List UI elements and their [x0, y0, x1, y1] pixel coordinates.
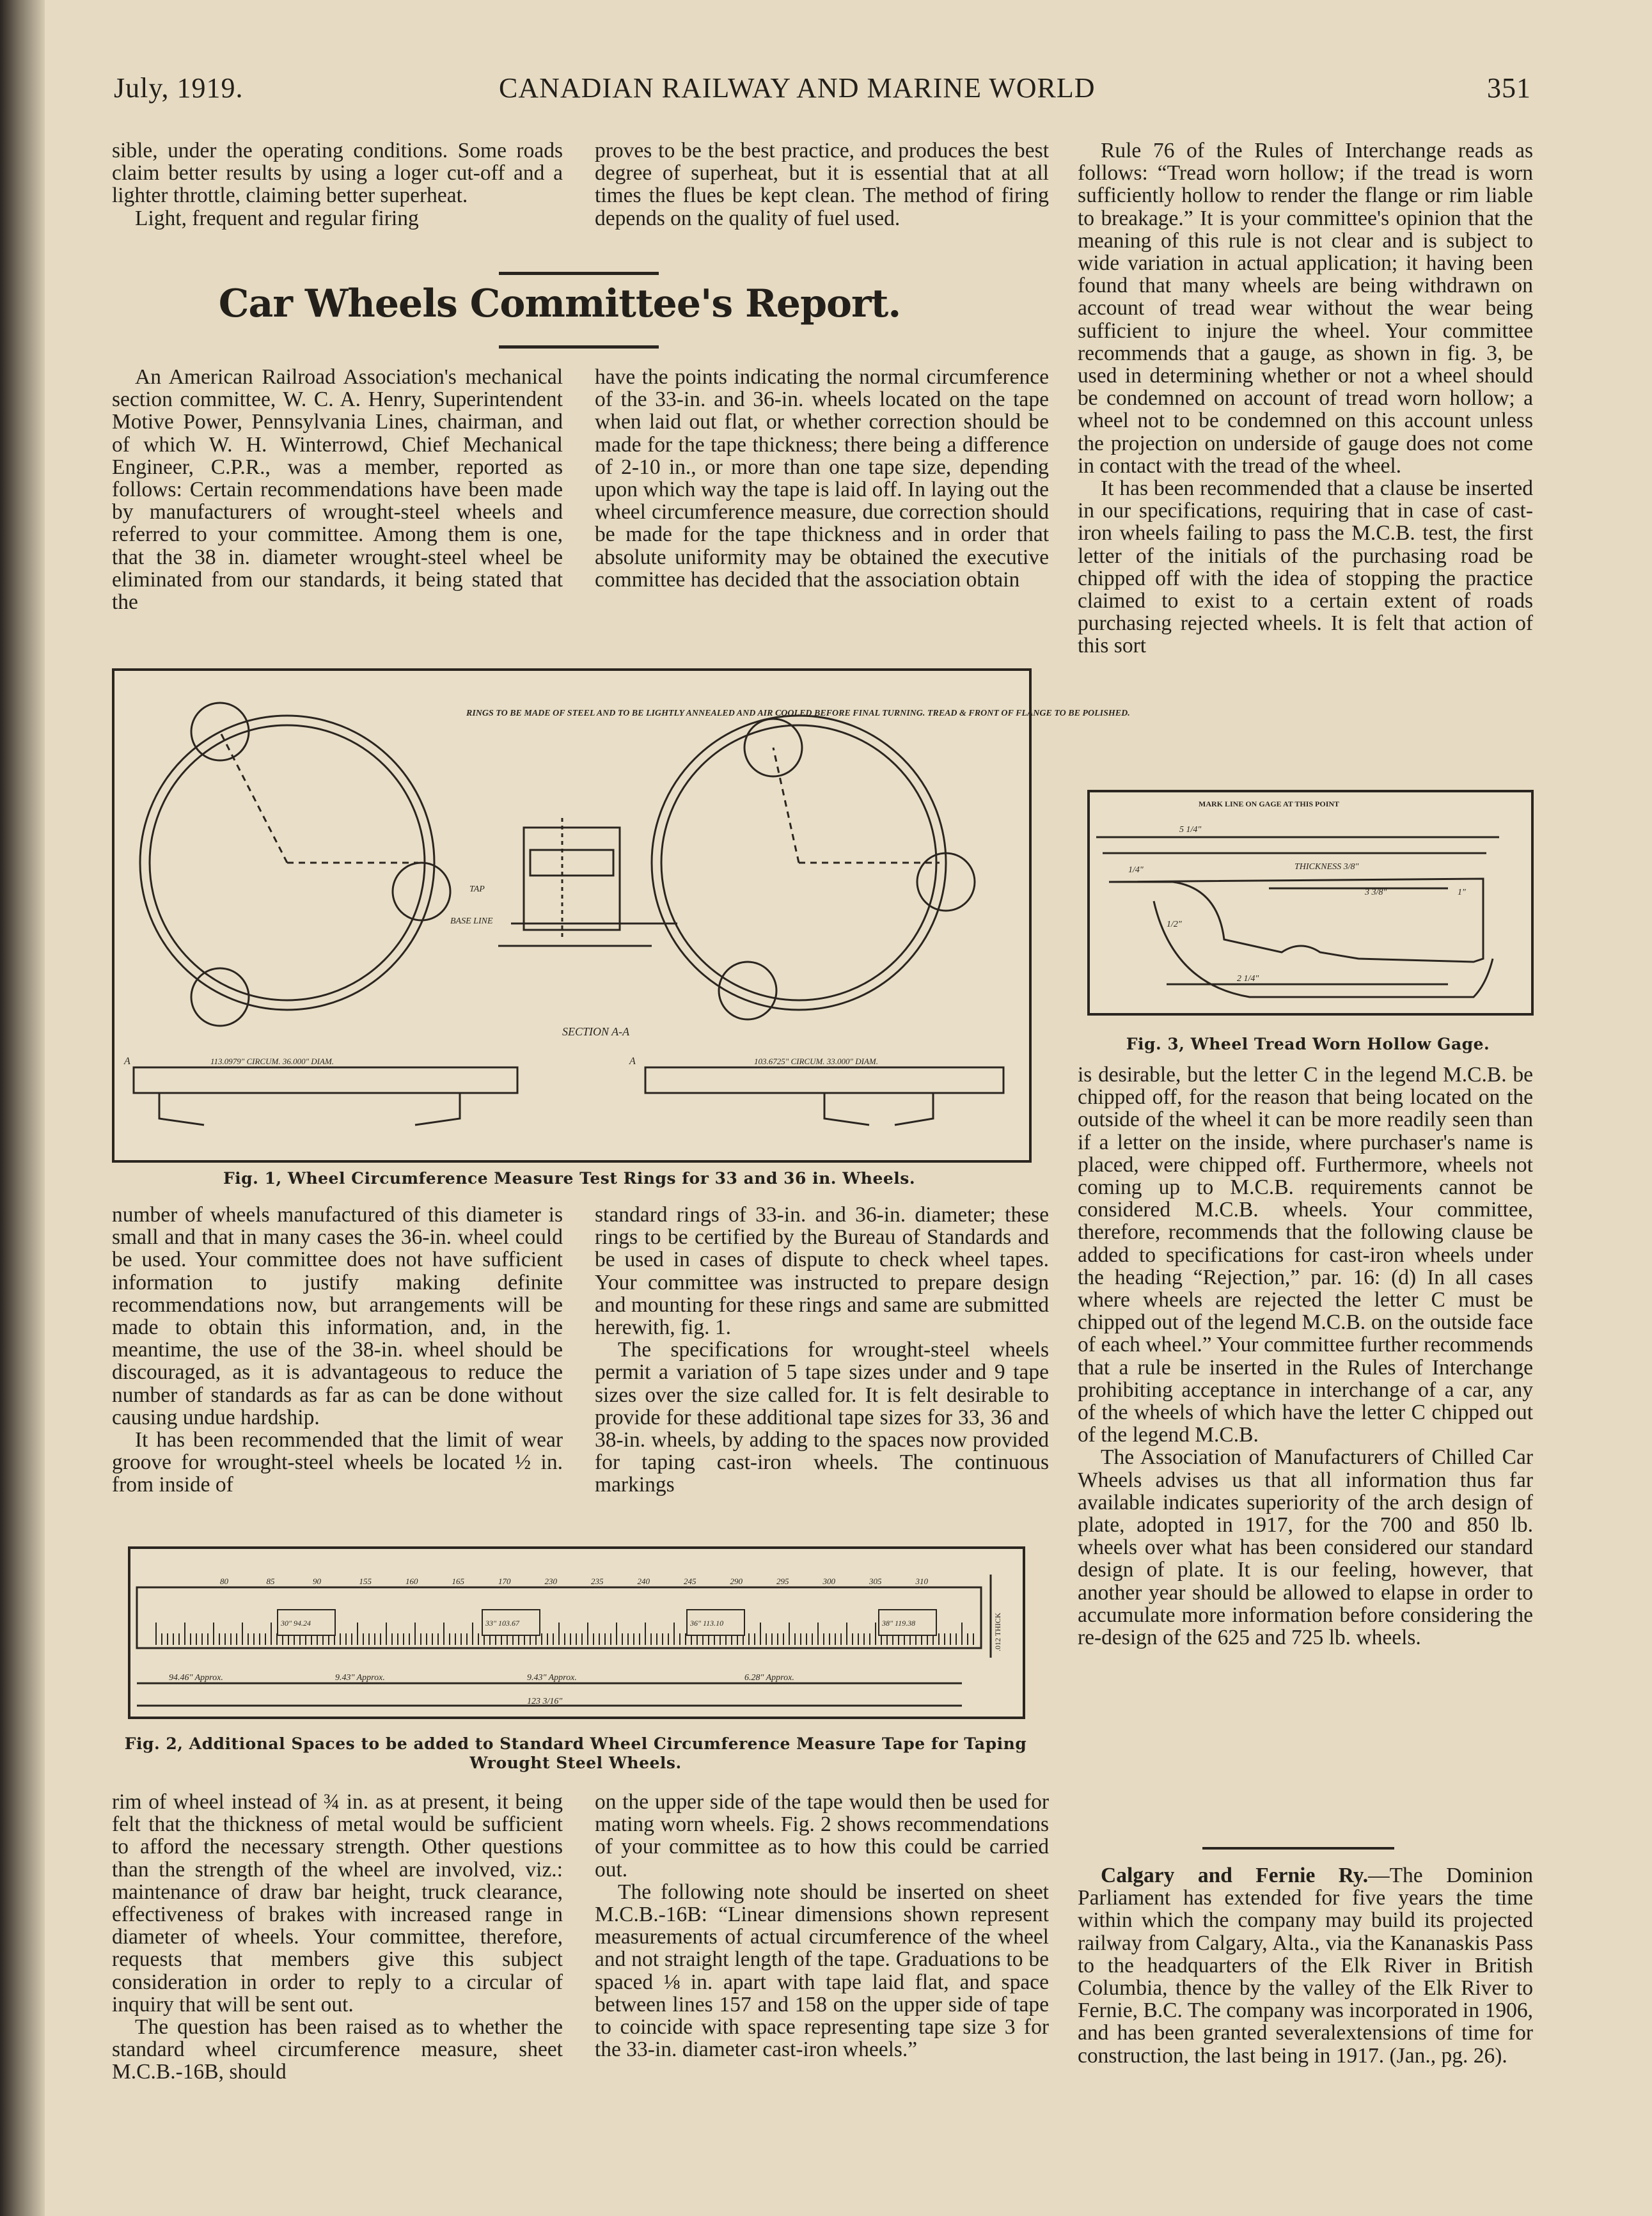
tape-top-number: 170	[498, 1576, 511, 1586]
paragraph: proves to be the best practice, and produces the best degree of superheat, but it is essential that at all times the flues be kept clean. The method of firing depends on the quality of fuel used.	[595, 139, 1049, 230]
tape-size-label: 36" 113.10	[690, 1619, 724, 1628]
tape-top-number: 80	[220, 1576, 228, 1586]
paragraph: rim of wheel instead of ¾ in. as at present, it being felt that the thickness of metal would be sufficient to afford the necessary strength. Other questions than the strength of the wheel are involved, viz.: maintenance of draw bar height, truck clearance, effectiveness of brakes with increased range in diameter of wheels. Your committee, therefore, requests that members give this subject consideration in order to reply to a circular of inquiry that will be sent out.	[112, 1790, 563, 2016]
fig1-tap-label: TAP	[469, 884, 485, 894]
tape-top-number: 310	[915, 1576, 928, 1586]
calgary-title: Calgary and Fernie Ry.	[1101, 1864, 1369, 1887]
tape-top-number: 155	[359, 1576, 372, 1586]
title-rule-bottom	[499, 345, 659, 349]
paragraph: sible, under the operating conditions. Some roads claim better results by using a loger cut-off and a lighter throttle, claiming better superheat.	[112, 139, 563, 208]
figure-1-caption: Fig. 1, Wheel Circumference Measure Test Rings for 33 and 36 in. Wheels.	[223, 1169, 916, 1188]
paragraph: number of wheels manufactured of this diameter is small and that in many cases the 36-in. wheel could be used. Your committee does not have sufficient information to justify making definite recommendations now, but arrangements will be made to obtain this information, and, in the meantime, the use of the 38-in. wheel should be discouraged, as it is advantageous to reduce the number of standards as far as can be done without causing undue hardship.	[112, 1203, 563, 1429]
col2-top-text	[595, 139, 1049, 230]
fig3-dim-0: 5 1/4"	[1179, 825, 1202, 835]
col3-top-text	[1078, 139, 1533, 657]
section-divider	[1202, 1847, 1394, 1850]
paragraph: The Association of Manufacturers of Chilled Car Wheels advises us that all information thus far available indicates superiority of the arch design of plate, adopted in 1917, for the 700 and 850 lb. wheels over what has been considered our standard design of plate. It is our feeling, however, that another year should be allowed to elapse in order to accumulate more information before considering the re-design of the 625 and 725 lb. wheels.	[1078, 1445, 1533, 1650]
fig1-a-label-right: A	[629, 1056, 636, 1067]
fig3-dim-5: 2 1/4"	[1237, 974, 1259, 984]
figure-3-drawing	[1090, 792, 1531, 1013]
fig1-note: RINGS TO BE MADE OF STEEL AND TO BE LIGHTLY ANNEALED AND AIR COOLED BEFORE FINAL TURNING. TREAD & FRONT OF FLANGE TO BE POLISHED.	[466, 709, 1130, 718]
figure-3-caption: Fig. 3, Wheel Tread Worn Hollow Gage.	[1126, 1035, 1490, 1053]
col2-lower-text	[595, 1204, 1049, 1497]
figure-2-tape	[128, 1546, 1025, 1719]
col1-lower-text	[112, 1204, 563, 1497]
paragraph: It has been recommended that the limit of wear groove for wrought-steel wheels be located ½ in. from inside of	[112, 1428, 563, 1497]
calgary-text: —The Dominion Parliament has extended for five years the time within which the company may build its projected railway from Calgary, Alta., via the Kananaskis Pass to the headquarters of the Elk River in British Columbia, thence by the valley of the Elk River to Fernie, B.C. The company was incorporated in 1906, and has been granted severalextensions of time for construction, the last being in 1917. (Jan., pg. 26).	[1078, 1864, 1533, 2068]
fig3-dim-1: 3 3/8"	[1365, 888, 1387, 897]
fig2-dim-2: 9.43" Approx.	[527, 1673, 577, 1683]
paragraph: It has been recommended that a clause be inserted in our specifications, requiring that in case of cast-iron wheels failing to pass the M.C.B. test, the first letter of the initials of the purchasing road be chipped off with the idea of stopping the practice claimed to exist to a certain extent of roads purchasing rejected wheels. It is felt that action of this sort	[1078, 476, 1533, 658]
tape-top-number: 85	[266, 1576, 275, 1586]
col1-intro-text	[112, 366, 563, 613]
paragraph: The specifications for wrought-steel wheels permit a variation of 5 tape sizes under and 9 tape sizes over the size called for. It is felt desirable to provide for these additional tape sizes for 33, 36 and 38-in. wheels, by adding to the spaces now provided for taping cast-iron wheels. The continuous markings	[595, 1338, 1049, 1497]
fig2-total: 123 3/16"	[527, 1697, 563, 1706]
fig3-dim-4: 1/2"	[1167, 920, 1182, 929]
figure-1-test-rings	[112, 668, 1130, 1163]
tape-top-number: 295	[776, 1576, 789, 1586]
figure-2-drawing	[130, 1549, 1023, 1717]
fig1-base-line-label: BASE LINE	[450, 916, 493, 926]
figure-1-drawing	[114, 671, 1130, 1160]
tape-top-number: 235	[591, 1576, 604, 1586]
tape-top-number: 230	[544, 1576, 557, 1586]
tape-top-number: 290	[730, 1576, 743, 1586]
tape-top-number: 165	[452, 1576, 464, 1586]
tape-size-label: 38" 119.38	[882, 1619, 916, 1628]
fig2-side-label: .012 THICK	[993, 1612, 1002, 1651]
tape-size-label: 33" 103.67	[485, 1619, 520, 1628]
tape-top-number: 305	[869, 1576, 882, 1586]
paragraph: have the points indicating the normal circumference of the 33-in. and 36-in. wheels located on the tape when laid out flat, or whether correction should be made for the tape thickness; there being a difference of 2-10 in., or more than one tape size, depending upon which way the tape is laid off. In laying out the wheel circumference measure, due correction should be made for the tape thickness and in order that absolute uniformity may be obtained the executive committee has decided that the association obtain	[595, 365, 1049, 592]
calgary-fernie-item	[1078, 1864, 1533, 2067]
header-date: July, 1919.	[114, 72, 244, 104]
col1-top-text	[112, 139, 563, 230]
fig1-a-label-left: A	[124, 1056, 130, 1067]
tape-top-number: 240	[637, 1576, 650, 1586]
figure-2-caption: Fig. 2, Additional Spaces to be added to Standard Wheel Circumference Measure Tape for Taping Wrought Steel Wheels.	[124, 1734, 1027, 1772]
paragraph: on the upper side of the tape would then be used for mating worn wheels. Fig. 2 shows recommendations of your committee as to how this could be carried out.	[595, 1790, 1049, 1882]
fig3-dim-3: 1/4"	[1128, 865, 1144, 875]
fig1-ring36-label: 103.6725" CIRCUM. 33.000" DIAM.	[754, 1057, 878, 1066]
article-title: Car Wheels Committee's Report.	[218, 281, 901, 326]
paragraph: The question has been raised as to whether the standard wheel circumference measure, sheet M.C.B.-16B, should	[112, 2015, 563, 2084]
figure-3-gage	[1087, 790, 1534, 1016]
fig1-section-label: SECTION A-A	[562, 1025, 630, 1038]
paragraph: standard rings of 33-in. and 36-in. diameter; these rings to be certified by the Bureau of Standards and be used in cases of dispute to check wheel tapes. Your committee was instructed to prepare design and mounting for these rings and same are submitted herewith, fig. 1.	[595, 1203, 1049, 1340]
fig3-top-label: MARK LINE ON GAGE AT THIS POINT	[1199, 799, 1340, 808]
fig3-thickness-label: THICKNESS 3/8"	[1294, 862, 1359, 872]
header-journal-title: CANADIAN RAILWAY AND MARINE WORLD	[499, 72, 1096, 104]
fig2-dim-1: 9.43" Approx.	[335, 1673, 385, 1683]
header-page-number: 351	[1487, 72, 1531, 104]
tape-top-number: 90	[313, 1576, 321, 1586]
tape-top-number: 160	[405, 1576, 418, 1586]
paragraph: An American Railroad Association's mechanical section committee, W. C. A. Henry, Superintendent Motive Power, Pennsylvania Lines, chairman, and of which W. H. Winterrowd, Chief Mechanical Engineer, C.P.R., was a member, reported as follows: Certain recommendations have been made by manufacturers of wrought-steel wheels and referred to your committee. Among them is one, that the 38 in. diameter wrought-steel wheel be eliminated from our standards, it being stated that the	[112, 365, 563, 615]
col2-intro-text	[595, 366, 1049, 591]
binding-gutter	[0, 0, 45, 2216]
paragraph: Rule 76 of the Rules of Interchange reads as follows: “Tread worn hollow; if the tread is worn sufficiently hollow to render the flange or rim liable to breakage.” It is your committee's opinion that the meaning of this rule is not clear and is subject to wide variation in actual application; it having been found that many wheels are being withdrawn on account of tread wear without the wear being sufficient to injure the wheel. Your committee recommends that a gauge, as shown in fig. 3, be used in determining whether or not a wheel should be condemned on account of tread worn hollow; a wheel not to be condemned on this account unless the projection on underside of gauge does not come in contact with the tread of the wheel.	[1078, 139, 1533, 478]
tape-top-number: 245	[684, 1576, 696, 1586]
tape-top-number: 300	[822, 1576, 835, 1586]
fig3-dim-2: 1"	[1458, 888, 1466, 897]
tape-size-label: 30" 94.24	[281, 1619, 311, 1628]
col1-bottom-text	[112, 1791, 563, 2084]
fig2-dim-0: 94.46" Approx.	[169, 1673, 223, 1683]
fig1-ring33-label: 113.0979" CIRCUM. 36.000" DIAM.	[210, 1057, 334, 1066]
col2-bottom-text	[595, 1791, 1049, 2061]
paragraph: The following note should be inserted on sheet M.C.B.-16B: “Linear dimensions shown represent measurements of actual circumference of the wheel and not straight length of the tape. Graduations to be spaced ⅛ in. apart with tape laid flat, and space between lines 157 and 158 on the upper side of tape to coincide with space representing tape size 3 for the 33-in. diameter cast-iron wheels.”	[595, 1880, 1049, 2062]
paragraph: Light, frequent and regular firing	[135, 206, 419, 230]
fig2-dim-3: 6.28" Approx.	[744, 1673, 794, 1683]
col3-mid-text	[1078, 1064, 1533, 1649]
title-rule-top	[499, 272, 659, 275]
paragraph: is desirable, but the letter C in the legend M.C.B. be chipped off, for the reason that being located on the outside of the wheel it can be more readily seen than if a letter on the inside, where purchaser's name is placed, were chipped off. Furthermore, wheels not coming up to M.C.B. requirements cannot be considered M.C.B. wheels. Your committee, therefore, recommends that the following clause be added to specifications for cast-iron wheels under the heading “Rejection,” par. 16: (d) In all cases where wheels are rejected the letter C must be chipped out of the legend M.C.B. on the outside face of each wheel.” Your committee further recommends that a rule be inserted in the Rules of Interchange prohibiting acceptance in interchange of a car, any of the wheels of which have the letter C chipped out of the legend M.C.B.	[1078, 1063, 1533, 1447]
